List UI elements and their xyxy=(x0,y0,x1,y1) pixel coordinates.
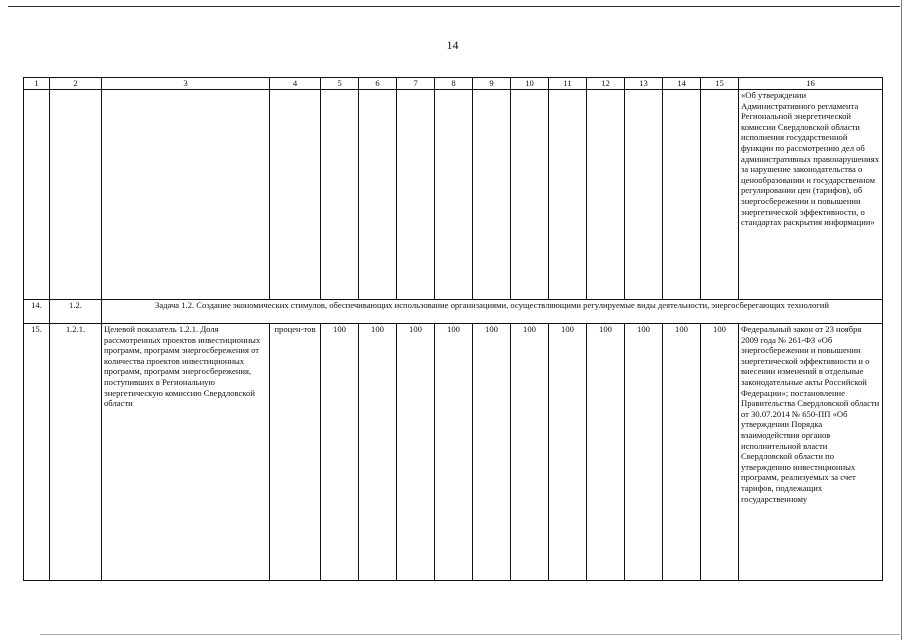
scan-edge-top xyxy=(8,6,900,7)
empty-cell xyxy=(397,90,435,300)
empty-cell xyxy=(102,90,270,300)
row-number-cell: 15. xyxy=(24,324,50,581)
value-cell: 100 xyxy=(321,324,359,581)
col-header: 10 xyxy=(511,78,549,90)
empty-cell xyxy=(701,90,739,300)
row-number-cell: 14. xyxy=(24,300,50,324)
col-header: 2 xyxy=(50,78,102,90)
col-header: 7 xyxy=(397,78,435,90)
col-header: 16 xyxy=(739,78,883,90)
col-header: 12 xyxy=(587,78,625,90)
value-cell: 100 xyxy=(435,324,473,581)
col-header: 6 xyxy=(359,78,397,90)
col-header: 3 xyxy=(102,78,270,90)
col-header: 14 xyxy=(663,78,701,90)
table-row-indicator xyxy=(24,324,883,581)
table-row-continued xyxy=(24,90,883,300)
empty-cell xyxy=(435,90,473,300)
value-cell: 100 xyxy=(663,324,701,581)
col-header: 13 xyxy=(625,78,663,90)
empty-cell xyxy=(511,90,549,300)
column-number-row xyxy=(24,78,883,90)
value-cell: 100 xyxy=(587,324,625,581)
empty-cell xyxy=(359,90,397,300)
empty-cell xyxy=(663,90,701,300)
code-cell: 1.2. xyxy=(50,300,102,324)
scan-edge-right xyxy=(901,0,902,640)
empty-cell xyxy=(473,90,511,300)
legal-basis-cell: «Об утверждении Административного регламента Региональной энергетической комиссии Свердловской области исполнения государственной функции по рассмотрению дел об административных правонарушениях за нарушение законодательства о ценообразовании и государственном регулировании цен (тарифов), об энергосбережении и повышении энергетической эффективности, о стандартах раскрытия информации» xyxy=(739,90,883,300)
empty-cell xyxy=(625,90,663,300)
empty-cell xyxy=(587,90,625,300)
legal-basis-cell: Федеральный закон от 23 ноября 2009 года № 261-ФЗ «Об энергосбережении и повышении энергетической эффективности и о внесении изменений в отдельные законодательные акты Российской Федерации»; постановление Правительства Свердловской области от 30.07.2014 № 650-ПП «Об утверждении Порядка взаимодействия органов исполнительной власти Свердловской области по утверждению инвестиционных программ, реализуемых за счет тарифов, подлежащих государственному xyxy=(739,324,883,581)
empty-cell xyxy=(549,90,587,300)
value-cell: 100 xyxy=(511,324,549,581)
page-number: 14 xyxy=(446,38,459,52)
empty-cell xyxy=(50,90,102,300)
value-cell: 100 xyxy=(397,324,435,581)
col-header: 9 xyxy=(473,78,511,90)
table-row-task xyxy=(24,300,883,324)
empty-cell xyxy=(270,90,321,300)
col-header: 5 xyxy=(321,78,359,90)
value-cell: 100 xyxy=(625,324,663,581)
scan-edge-bottom xyxy=(40,634,900,635)
col-header: 4 xyxy=(270,78,321,90)
empty-cell xyxy=(24,90,50,300)
empty-cell xyxy=(321,90,359,300)
value-cell: 100 xyxy=(473,324,511,581)
unit-cell: процен-тов xyxy=(270,324,321,581)
indicator-name-cell: Целевой показатель 1.2.1. Доля рассмотренных проектов инвестиционных программ, программ энергосбережения от количества проектов инвестиционных программ, программ энергосбережения, поступивших в Региональную энергетическую комиссию Свердловской области xyxy=(102,324,270,581)
col-header: 15 xyxy=(701,78,739,90)
value-cell: 100 xyxy=(701,324,739,581)
col-header: 11 xyxy=(549,78,587,90)
value-cell: 100 xyxy=(549,324,587,581)
col-header: 8 xyxy=(435,78,473,90)
value-cell: 100 xyxy=(359,324,397,581)
col-header: 1 xyxy=(24,78,50,90)
task-title-cell: Задача 1.2. Создание экономических стимулов, обеспечивающих использование организациями, осуществляющими регулируемые виды деятельности, энергосберегающих технологий xyxy=(102,300,883,324)
code-cell: 1.2.1. xyxy=(50,324,102,581)
program-indicators-table xyxy=(23,77,883,581)
